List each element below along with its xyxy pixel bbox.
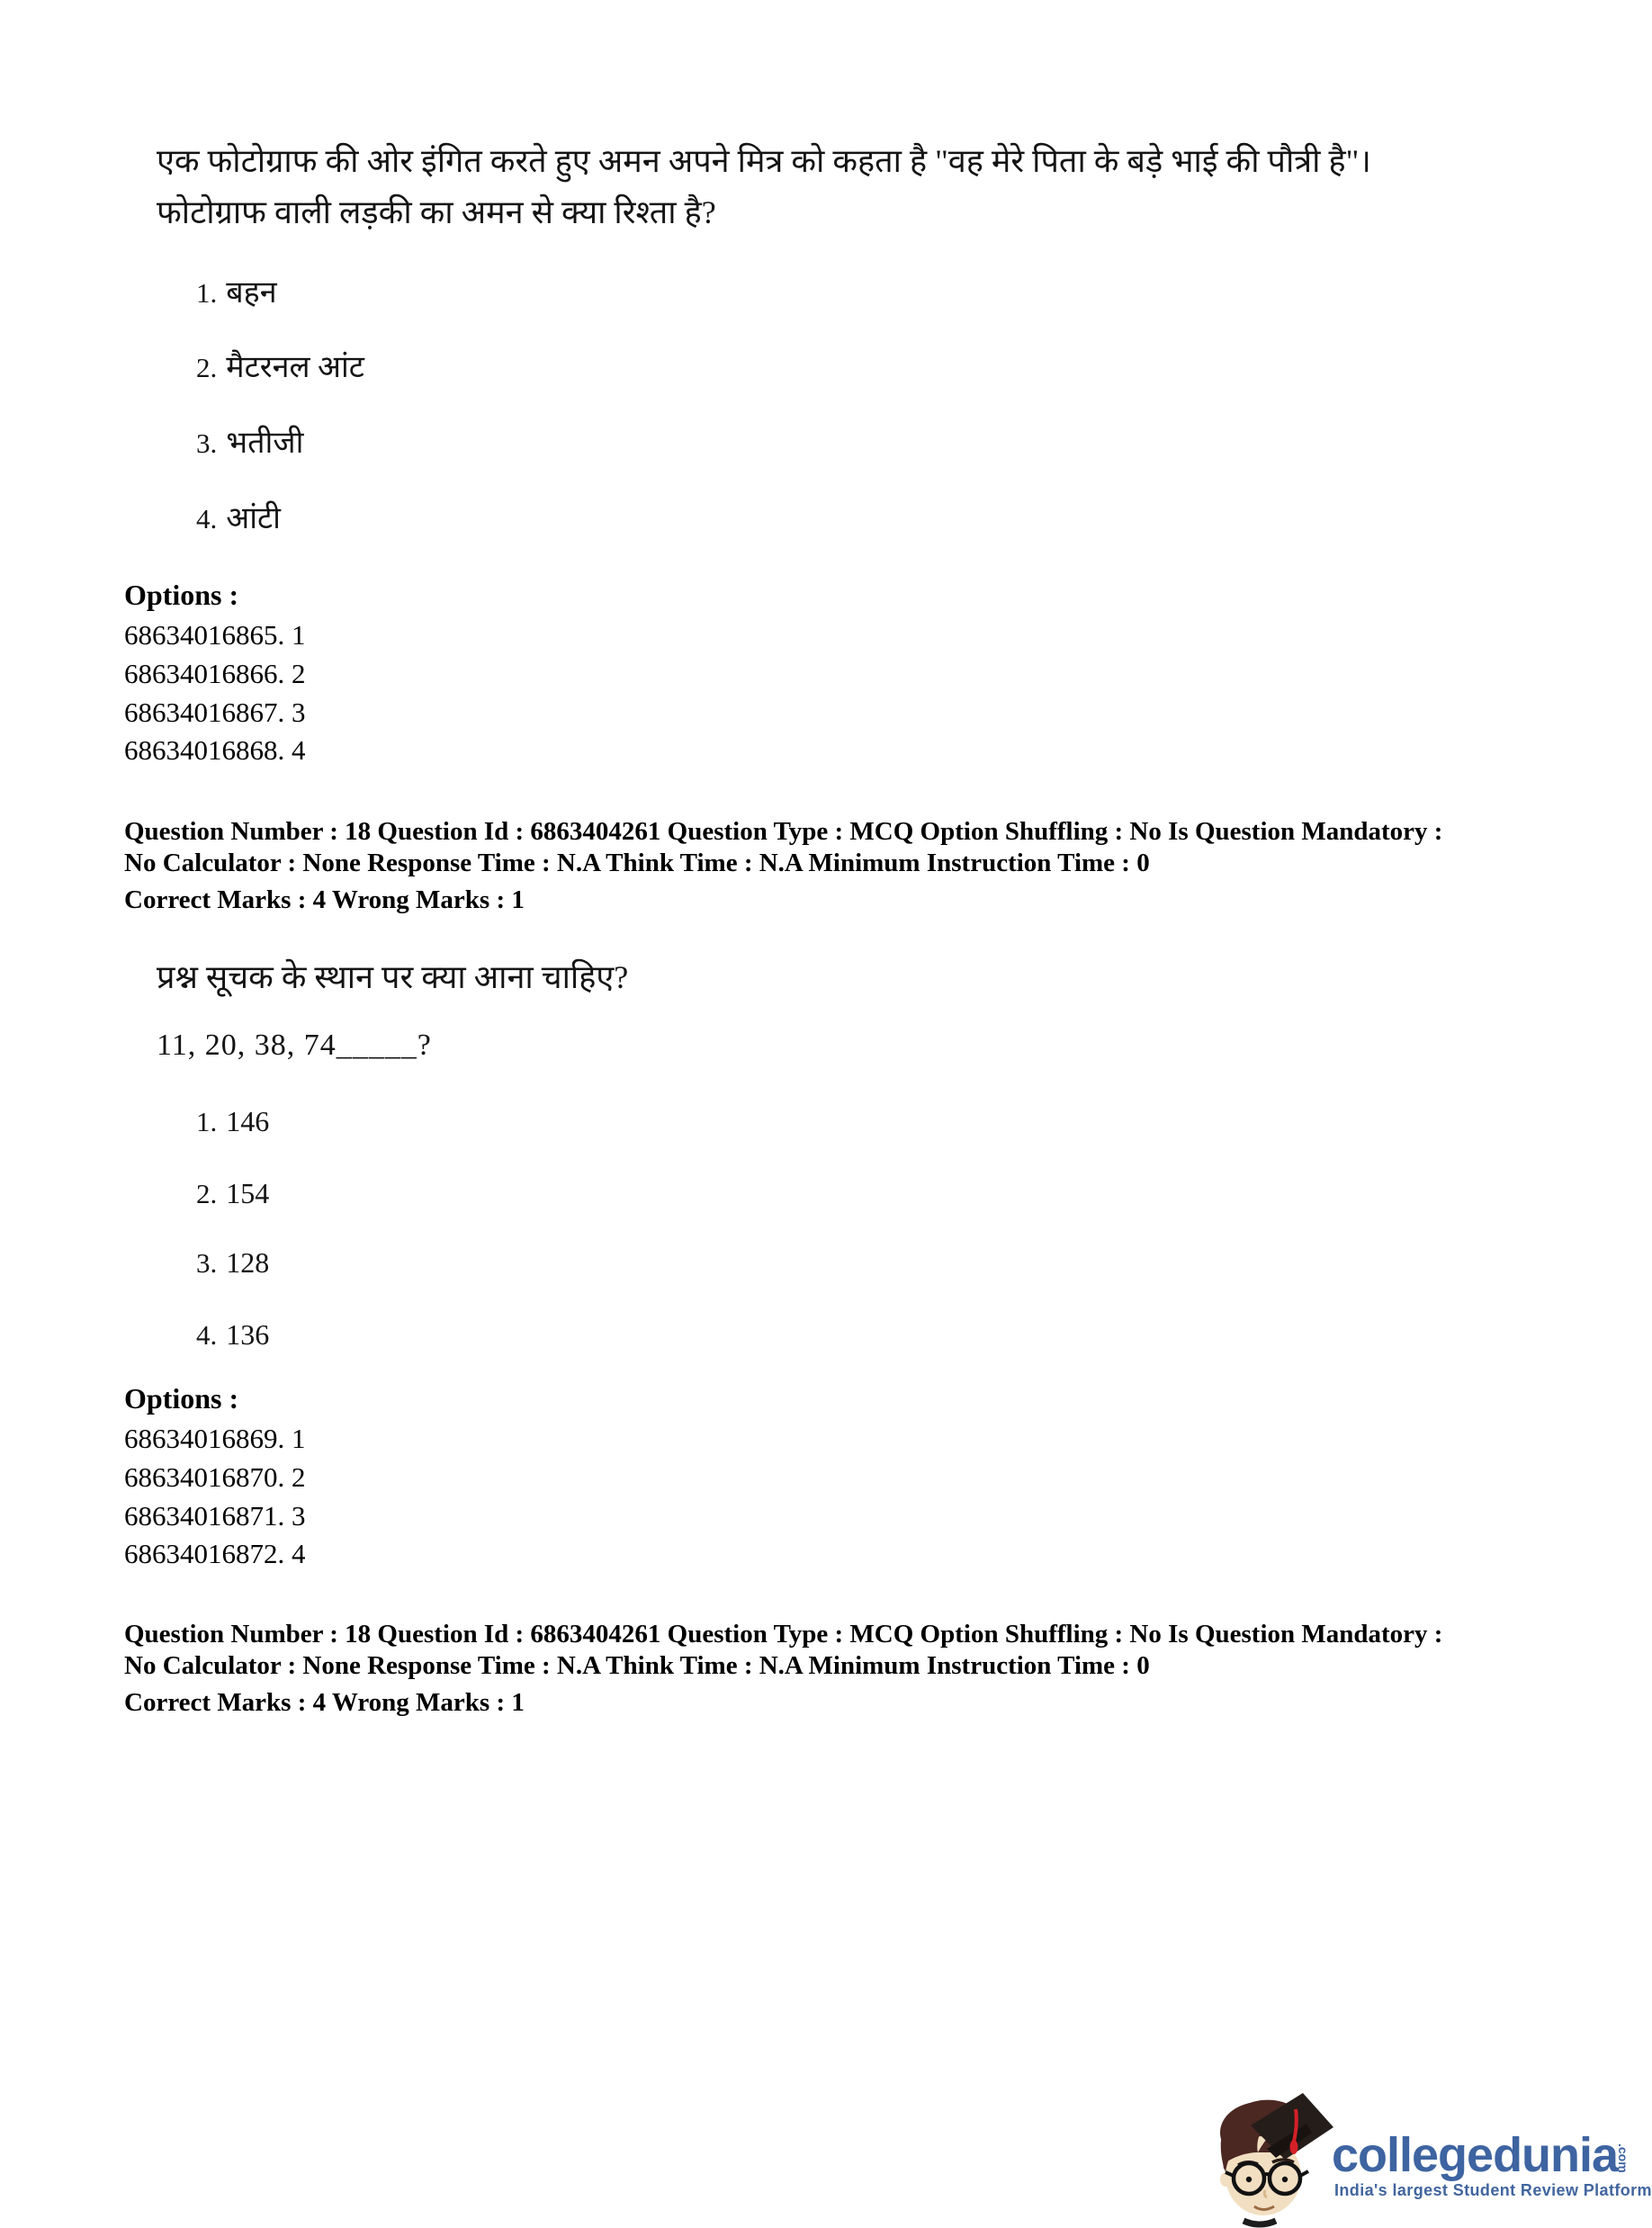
choice-number: 2. — [196, 1178, 218, 1209]
choice-label: 136 — [226, 1318, 270, 1351]
option-id: 68634016866. 2 — [124, 658, 306, 689]
options-heading: Options : — [124, 579, 239, 611]
choice-option-3 — [196, 420, 303, 462]
choice-number: 1. — [196, 277, 218, 309]
choice-label: भतीजी — [226, 427, 304, 460]
collegedunia-domain-suffix: .com — [1616, 2143, 1630, 2173]
option-id: 68634016872. 4 — [124, 1538, 306, 1569]
number-series: 11, 20, 38, 74_____? — [157, 1029, 432, 1062]
choice-label: आंटी — [226, 502, 281, 535]
option-id: 68634016870. 2 — [124, 1461, 306, 1493]
choice-label: 154 — [226, 1177, 270, 1209]
option-id: 68634016871. 3 — [124, 1500, 306, 1532]
collegedunia-wordmark: collegedunia — [1332, 2128, 1619, 2182]
question-meta-line: Question Number : 18 Question Id : 6863404261 Question Type : MCQ Option Shuffling : No Is Question Mandatory : — [124, 817, 1443, 846]
choice-number: 1. — [196, 1106, 218, 1137]
option-id: 68634016867. 3 — [124, 696, 306, 728]
choice-number: 4. — [196, 1319, 218, 1351]
choice-option-4 — [196, 1318, 269, 1352]
collegedunia-tagline: India's largest Student Review Platform — [1334, 2181, 1652, 2199]
question-meta-line: Question Number : 18 Question Id : 6863404261 Question Type : MCQ Option Shuffling : No Is Question Mandatory : — [124, 1620, 1443, 1649]
option-id: 68634016869. 1 — [124, 1423, 306, 1454]
question-text-line: एक फोटोग्राफ की ओर इंगित करते हुए अमन अपने मित्र को कहता है "वह मेरे पिता के बड़े भाई की पौत्री है"। — [157, 143, 1371, 179]
choice-label: मैटरनल आंट — [226, 351, 364, 384]
choice-number: 4. — [196, 503, 218, 535]
question-text-line: फोटोग्राफ वाली लड़की का अमन से क्या रिश्ता है? — [157, 194, 716, 230]
choice-label: 128 — [226, 1246, 270, 1279]
choice-number: 3. — [196, 1247, 218, 1279]
question-meta-line: No Calculator : None Response Time : N.A Think Time : N.A Minimum Instruction Time : 0 — [124, 849, 1150, 877]
question-meta-line: No Calculator : None Response Time : N.A Think Time : N.A Minimum Instruction Time : 0 — [124, 1651, 1150, 1680]
option-id: 68634016865. 1 — [124, 619, 306, 651]
choice-option-1 — [196, 270, 277, 311]
question-marks-line: Correct Marks : 4 Wrong Marks : 1 — [124, 885, 525, 914]
choice-label: बहन — [226, 276, 277, 310]
options-heading: Options : — [124, 1382, 239, 1415]
question-marks-line: Correct Marks : 4 Wrong Marks : 1 — [124, 1688, 525, 1717]
collegedunia-mascot-icon — [1213, 2086, 1337, 2228]
choice-option-2 — [196, 345, 364, 386]
choice-label: 146 — [226, 1105, 270, 1137]
choice-option-3 — [196, 1246, 269, 1280]
choice-option-2 — [196, 1177, 269, 1210]
choice-number: 2. — [196, 352, 218, 383]
choice-option-1 — [196, 1105, 269, 1138]
question-text-line: प्रश्न सूचक के स्थान पर क्या आना चाहिए? — [157, 959, 629, 995]
choice-number: 3. — [196, 427, 218, 459]
choice-option-4 — [196, 496, 281, 537]
option-id: 68634016868. 4 — [124, 734, 306, 766]
